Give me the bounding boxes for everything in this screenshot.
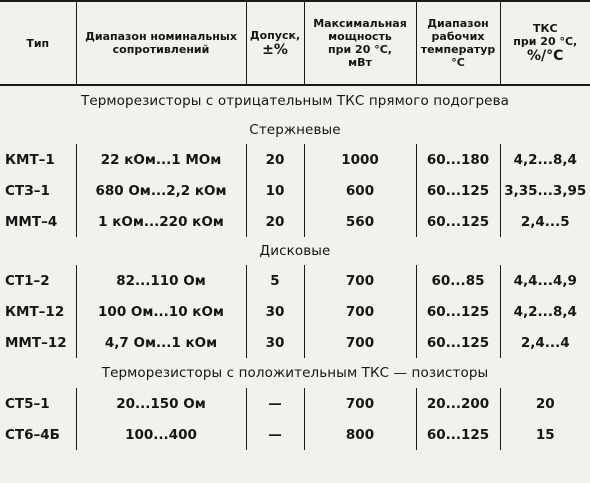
cell-power: 700 <box>304 327 416 358</box>
cell-range: 22 кОм...1 МОм <box>76 144 246 175</box>
cell-power: 600 <box>304 175 416 206</box>
cell-range: 82...110 Ом <box>76 265 246 296</box>
section-title: Терморезисторы с положительным ТКС — позисторы <box>101 365 489 381</box>
section-title: Терморезисторы с отрицательным ТКС прямого подогрева <box>80 93 510 109</box>
cell-range: 4,7 Ом...1 кОм <box>76 327 246 358</box>
cell-tks: 2,4...4 <box>500 327 590 358</box>
table-body <box>0 85 590 450</box>
cell-type: ММТ–12 <box>5 334 67 351</box>
cell-range: 100...400 <box>76 419 246 450</box>
cell-tolerance: 30 <box>246 327 304 358</box>
cell-range: 680 Ом...2,2 кОм <box>76 175 246 206</box>
subgroup-title-row <box>0 116 590 144</box>
cell-type: ММТ–4 <box>5 213 58 230</box>
section-title-row <box>0 358 590 388</box>
cell-power: 800 <box>304 419 416 450</box>
cell-temperature: 20...200 <box>416 388 500 419</box>
cell-tks: 3,35...3,95 <box>500 175 590 206</box>
cell-tks: 20 <box>500 388 590 419</box>
cell-type: КМТ–1 <box>5 151 55 168</box>
cell-power: 700 <box>304 388 416 419</box>
cell-tks: 2,4...5 <box>500 206 590 237</box>
cell-tolerance: 20 <box>246 206 304 237</box>
header-range: Диапазон номинальных сопротивлений <box>76 1 246 85</box>
subgroup-title: Стержневые <box>249 122 341 138</box>
cell-power: 700 <box>304 296 416 327</box>
cell-temperature: 60...85 <box>416 265 500 296</box>
header-type: Тип <box>0 1 76 85</box>
cell-type: СТ6–4Б <box>5 426 60 443</box>
cell-tolerance: — <box>246 388 304 419</box>
header-temperature: Диапазон рабочих температур °С <box>416 1 500 85</box>
cell-tolerance: 20 <box>246 144 304 175</box>
cell-temperature: 60...125 <box>416 296 500 327</box>
cell-tks: 4,2...8,4 <box>500 296 590 327</box>
table-row <box>0 419 590 450</box>
cell-power: 560 <box>304 206 416 237</box>
cell-range: 20...150 Ом <box>76 388 246 419</box>
cell-tks: 4,4...4,9 <box>500 265 590 296</box>
subgroup-title-row <box>0 237 590 265</box>
table-row <box>0 175 590 206</box>
cell-tolerance: 30 <box>246 296 304 327</box>
table-row <box>0 296 590 327</box>
header-row <box>0 1 590 85</box>
cell-tks: 15 <box>500 419 590 450</box>
section-title-row <box>0 85 590 116</box>
table-row <box>0 265 590 296</box>
cell-temperature: 60...125 <box>416 206 500 237</box>
cell-tolerance: — <box>246 419 304 450</box>
table-header <box>0 1 590 85</box>
header-power: Максимальная мощность при 20 °С, мВт <box>304 1 416 85</box>
cell-range: 100 Ом...10 кОм <box>76 296 246 327</box>
table-row <box>0 206 590 237</box>
cell-tolerance: 10 <box>246 175 304 206</box>
table-row <box>0 327 590 358</box>
cell-power: 1000 <box>304 144 416 175</box>
subgroup-title: Дисковые <box>259 243 331 259</box>
cell-tks: 4,2...8,4 <box>500 144 590 175</box>
cell-temperature: 60...180 <box>416 144 500 175</box>
header-tks: ТКС при 20 °С, %/°С <box>500 1 590 85</box>
cell-type: СТ5–1 <box>5 395 50 412</box>
cell-type: КМТ–12 <box>5 303 65 320</box>
cell-type: СТЗ–1 <box>5 182 50 199</box>
cell-temperature: 60...125 <box>416 327 500 358</box>
cell-temperature: 60...125 <box>416 175 500 206</box>
cell-range: 1 кОм...220 кОм <box>76 206 246 237</box>
cell-type: СТ1–2 <box>5 272 50 289</box>
cell-tolerance: 5 <box>246 265 304 296</box>
table-row <box>0 388 590 419</box>
header-tolerance: Допуск, ±% <box>246 1 304 85</box>
cell-power: 700 <box>304 265 416 296</box>
cell-temperature: 60...125 <box>416 419 500 450</box>
table-row <box>0 144 590 175</box>
